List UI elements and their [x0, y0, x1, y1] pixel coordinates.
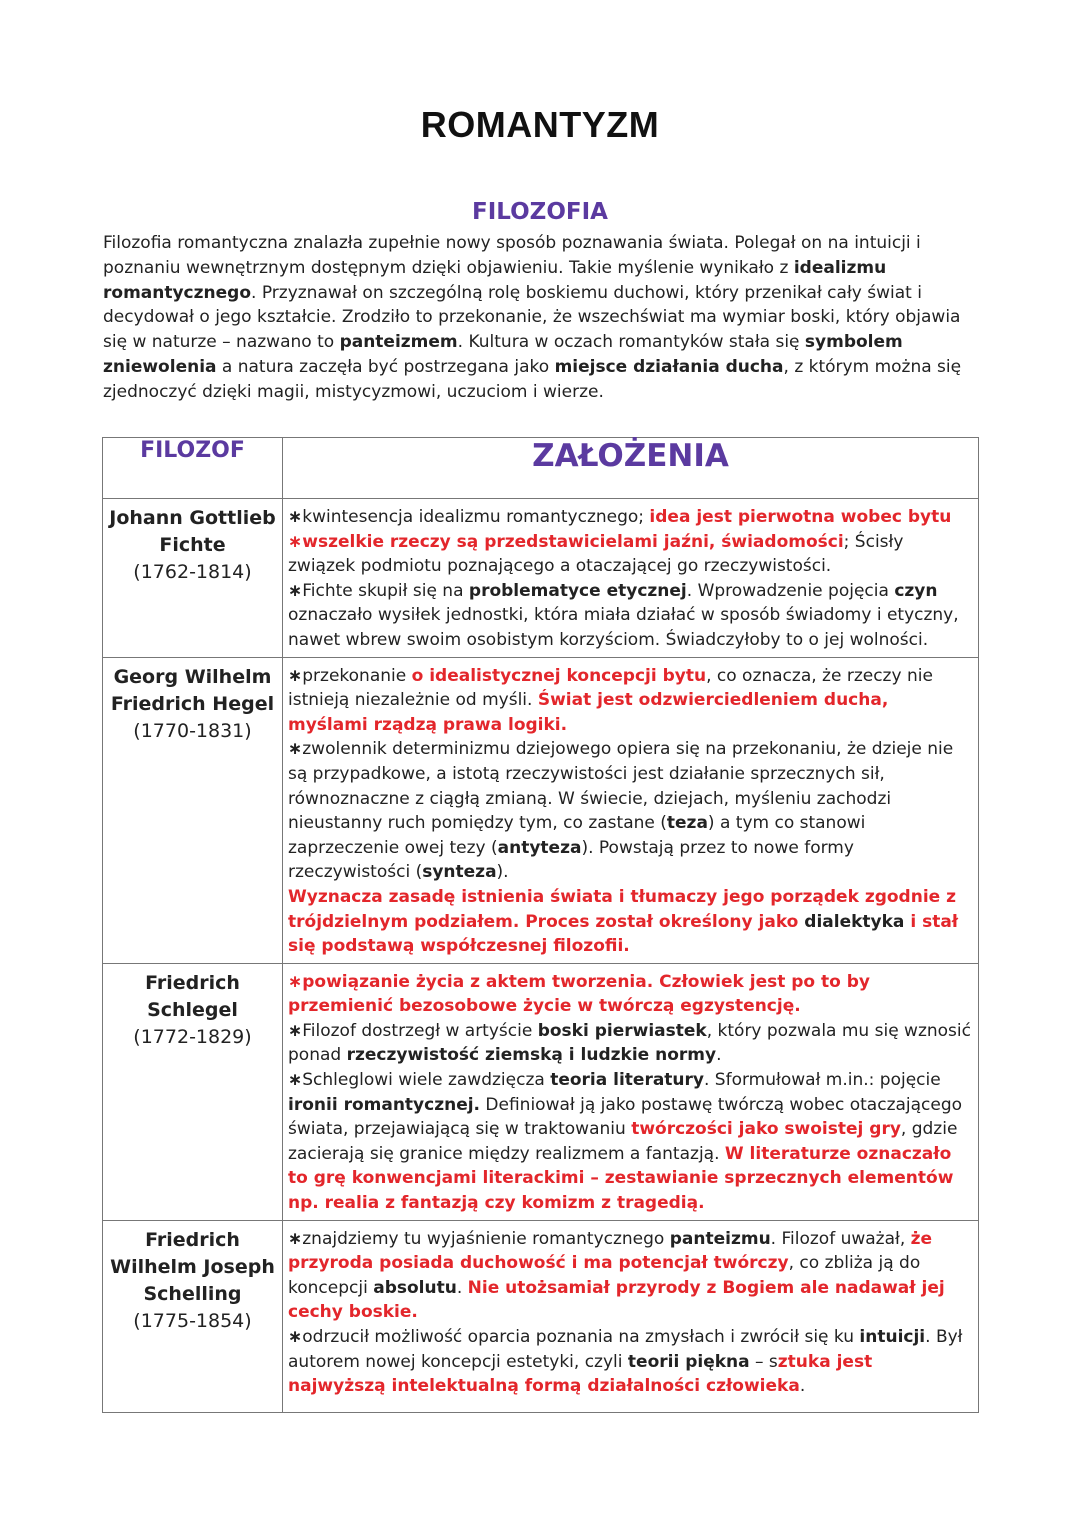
bold-text: synteza	[422, 862, 497, 883]
text: , co oznacza, że rzeczy nie istnieją niezależnie od myśli.	[288, 665, 933, 711]
philosopher-name: Johann Gottlieb Fichte	[109, 507, 276, 556]
philosophers-table	[102, 437, 979, 1413]
table-row	[103, 499, 979, 658]
assumptions-cell	[283, 1220, 979, 1412]
philosopher-cell	[103, 1220, 283, 1412]
table-row	[103, 1220, 979, 1412]
header-assumptions: ZAŁOŻENIA	[283, 438, 979, 499]
philosopher-years: (1775-1854)	[133, 1309, 252, 1332]
text: .	[799, 1376, 806, 1397]
philosopher-years: (1762-1814)	[133, 561, 252, 583]
bold-text: rzeczywistość ziemską i ludzkie normy	[346, 1045, 717, 1066]
table-header-row	[103, 438, 979, 499]
intro-text: , z którym można się zjednoczyć dzięki magii, mistycyzmowi, uczuciom i wierze.	[103, 356, 962, 402]
assumptions-cell	[283, 657, 979, 963]
bullet-icon: ∗	[288, 1228, 303, 1249]
bold-text: intuicji	[859, 1327, 926, 1348]
text: – s	[749, 1351, 778, 1372]
text: .	[456, 1277, 468, 1298]
text: odrzucił możliwość oparcia poznania na zmysłach i zwrócił się ku	[302, 1327, 860, 1348]
philosopher-years: (1772-1829)	[133, 1025, 252, 1048]
philosopher-cell	[103, 499, 283, 658]
highlight-text: wszelkie rzeczy są przedstawicielami jaźni, świadomości	[302, 531, 844, 552]
highlight-text: twórczości jako swoistej gry	[631, 1119, 901, 1140]
text: . Był autorem nowej koncepcji estetyki, czyli	[288, 1327, 963, 1372]
philosopher-years: (1770-1831)	[133, 719, 252, 742]
text: , gdzie zacierają się granice między realizmem a fantazją.	[288, 1119, 958, 1164]
text: . Sformułował m.in.: pojęcie	[704, 1070, 941, 1091]
text: zwolennik determinizmu dziejowego opiera się na przekonaniu, że dzieje nie są przypadkowe, a istotą rzeczywistości jest działanie sprzecznych sił, równoznaczne z ciągłą zmianą. W świecie, dziejach, myśleniu zachodzi nieustanny ruch pomiędzy tym, co zastane (	[288, 739, 954, 834]
text: ). Powstają przez to nowe formy rzeczywistości (	[288, 837, 854, 883]
header-philosopher: FILOZOF	[103, 438, 283, 499]
bullet-icon: ∗	[288, 739, 303, 760]
text: Definiował ją jako postawę twórczą wobec otaczającego świata, przejawiającą się w traktowaniu	[288, 1094, 963, 1140]
text: oznaczało wysiłek jednostki, która miała działać w sposób świadomy i etyczny, nawet wbrew swoim osobistym korzyściom. Świadczyłoby to o jej wolności.	[288, 605, 959, 650]
intro-text: Filozofia romantyczna znalazła zupełnie nowy sposób poznawania świata. Polegał on na intuicji i poznaniu wewnętrznym dostępnym dzięki objawieniu. Takie myślenie wynikało z	[103, 233, 921, 278]
text: ) a tym co stanowi zaprzeczenie owej tezy (	[288, 813, 866, 858]
highlight-text: że przyroda posiada duchowość i ma potencjał twórczy	[288, 1228, 933, 1274]
highlight-text: powiązanie życia z aktem tworzenia. Człowiek jest po to by przemienić bezosobowe życie w twórczą egzystencję.	[288, 971, 870, 1017]
assumptions-cell	[283, 499, 979, 658]
intro-bold: idealizmu romantycznego	[103, 257, 887, 303]
bullet-icon: ∗	[288, 507, 303, 527]
text: Filozof dostrzegł w artyście	[302, 1020, 538, 1041]
text: ; Ścisły związek podmiotu poznającego a otaczającej go rzeczywistości.	[288, 531, 904, 577]
highlight-text: i stał się podstawą współczesnej filozofii.	[288, 911, 959, 957]
philosopher-cell	[103, 963, 283, 1220]
intro-bold: miejsce działania ducha	[554, 356, 784, 377]
bullet-icon: ∗	[288, 665, 303, 686]
bold-text: teorii piękna	[627, 1351, 750, 1372]
bold-text: ironii romantycznej.	[288, 1094, 481, 1115]
intro-text: a natura zaczęła być postrzegana jako	[216, 356, 555, 377]
text: . Filozof uważał,	[770, 1228, 911, 1249]
bullet-icon: ∗	[288, 971, 303, 992]
table-row	[103, 963, 979, 1220]
bullet-icon: ∗	[288, 531, 303, 552]
highlight-text: Nie utożsamiał przyrody z Bogiem ale nadawał jej cechy boskie.	[288, 1277, 945, 1323]
text: ).	[496, 862, 509, 883]
bold-text: absolutu	[373, 1277, 457, 1298]
bold-text: antyteza	[497, 837, 582, 858]
intro-text: . Kultura w oczach romantyków stała się	[457, 332, 805, 353]
bold-text: dialektyka	[804, 911, 905, 932]
text: , który pozwala mu się wznosić ponad	[288, 1020, 971, 1066]
table-row	[103, 657, 979, 963]
bold-text: panteizmu	[669, 1228, 771, 1249]
bold-text: teoria literatury	[550, 1070, 704, 1091]
page-title: ROMANTYZM	[420, 104, 660, 145]
highlight-text: o idealistycznej koncepcji bytu	[411, 665, 707, 686]
intro-bold: symbolem zniewolenia	[103, 332, 903, 377]
intro-text: . Przyznawał on szczególną rolę boskiemu duchowi, który przenikał cały świat i decydował o jego kształcie. Zrodziło to przekonanie, że wszechświat ma wymiar boski, który objawia się w naturze – nazwano to	[103, 282, 961, 353]
bold-text: teza	[666, 813, 708, 834]
philosopher-name: Friedrich Schlegel	[145, 971, 240, 1021]
intro-bold: panteizmem	[339, 332, 458, 353]
bold-text: boski pierwiastek	[537, 1020, 707, 1041]
bold-text: czyn	[894, 580, 938, 601]
highlight-text: Wyznacza zasadę istnienia świata i tłumaczy jego porządek zgodnie z trójdzielnym podziałem. Proces został określony jako	[288, 886, 956, 932]
highlight-text: idea jest pierwotna wobec bytu	[649, 507, 952, 527]
philosopher-name: Friedrich Wilhelm Joseph Schelling	[110, 1228, 275, 1305]
philosopher-name: Georg Wilhelm Friedrich Hegel	[110, 665, 275, 715]
text: .	[716, 1045, 722, 1066]
highlight-text: Świat jest odzwierciedleniem ducha, myślami rządzą prawa logiki.	[288, 690, 889, 735]
bullet-icon: ∗	[288, 1020, 303, 1041]
text: przekonanie	[302, 665, 412, 686]
bullet-icon: ∗	[288, 1070, 303, 1091]
intro-paragraph	[103, 231, 983, 405]
section-title: FILOZOFIA	[472, 199, 608, 225]
assumptions-cell	[283, 963, 979, 1220]
bullet-icon: ∗	[288, 1327, 303, 1348]
text: Fichte skupił się na	[302, 580, 469, 601]
text: Schleglowi wiele zawdzięcza	[302, 1070, 551, 1091]
bold-text: problematyce etycznej	[468, 580, 687, 601]
highlight-text: W literaturze oznaczało to grę konwencjami literackimi – zestawianie sprzecznych elementów np. realia z fantazją czy komizm z tragedią.	[288, 1143, 954, 1214]
text: . Wprowadzenie pojęcia	[686, 580, 895, 601]
text: znajdziemy tu wyjaśnienie romantycznego	[302, 1228, 670, 1249]
highlight-text: ztuka jest najwyższą intelektualną formą działalności człowieka	[288, 1351, 873, 1397]
text: , co zbliża ją do koncepcji	[288, 1253, 921, 1298]
text: kwintesencja idealizmu romantycznego;	[302, 507, 650, 527]
bullet-icon: ∗	[288, 580, 303, 601]
philosopher-cell	[103, 657, 283, 963]
